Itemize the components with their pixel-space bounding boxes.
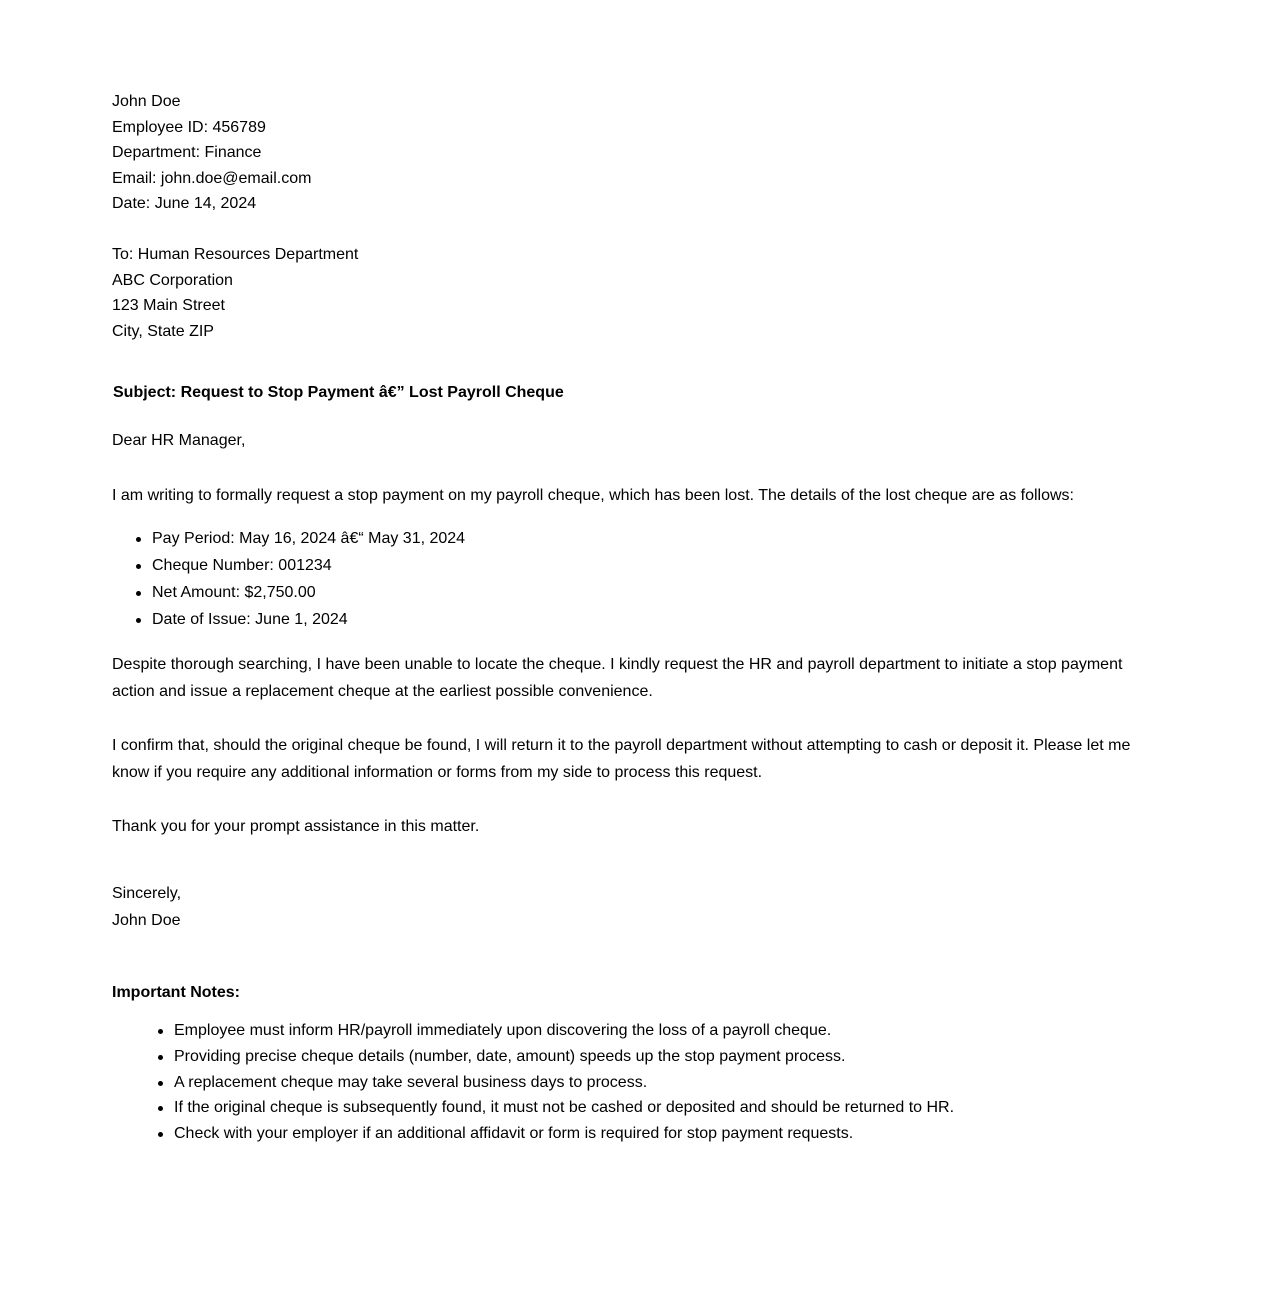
bullet-icon bbox=[158, 1106, 163, 1111]
thanks-paragraph: Thank you for your prompt assistance in this matter. bbox=[112, 818, 480, 835]
letter-date: Date: June 14, 2024 bbox=[112, 195, 257, 212]
recipient-to: To: Human Resources Department bbox=[112, 246, 359, 263]
list-item: Pay Period: May 16, 2024 â€“ May 31, 2024 bbox=[112, 529, 465, 556]
sender-email: Email: john.doe@email.com bbox=[112, 170, 312, 187]
search-paragraph: Despite thorough searching, I have been unable to locate the cheque. I kindly request the HR and payroll department to initiate a stop payment action and issue a replacement cheque at the earliest possible convenience. bbox=[112, 656, 1123, 700]
bullet-icon bbox=[158, 1081, 163, 1086]
confirm-paragraph: I confirm that, should the original cheque be found, I will return it to the payroll department without attempting to cash or deposit it. Please let me know if you require any additional information or forms from my side to process this request. bbox=[112, 737, 1131, 781]
list-item: Net Amount: $2,750.00 bbox=[112, 583, 465, 610]
sender-name: John Doe bbox=[112, 93, 181, 110]
recipient-city: City, State ZIP bbox=[112, 323, 214, 340]
bullet-icon bbox=[158, 1132, 163, 1137]
sender-employee-id: Employee ID: 456789 bbox=[112, 119, 266, 136]
important-notes-list bbox=[112, 1021, 954, 1150]
list-item: A replacement cheque may take several business days to process. bbox=[112, 1073, 954, 1099]
list-item: Date of Issue: June 1, 2024 bbox=[112, 610, 465, 637]
recipient-street: 123 Main Street bbox=[112, 297, 225, 314]
bullet-icon bbox=[158, 1029, 163, 1034]
sender-department: Department: Finance bbox=[112, 144, 262, 161]
subject-line: Subject: Request to Stop Payment â€” Lost Payroll Cheque bbox=[113, 384, 564, 401]
closing: Sincerely, bbox=[112, 885, 182, 902]
list-item: Check with your employer if an additional affidavit or form is required for stop payment requests. bbox=[112, 1124, 954, 1150]
bullet-icon bbox=[136, 591, 141, 596]
notes-heading: Important Notes: bbox=[112, 984, 240, 1001]
intro-paragraph: I am writing to formally request a stop payment on my payroll cheque, which has been lost. The details of the lost cheque are as follows: bbox=[112, 487, 1074, 504]
list-item: If the original cheque is subsequently found, it must not be cashed or deposited and should be returned to HR. bbox=[112, 1098, 954, 1124]
bullet-icon bbox=[136, 537, 141, 542]
bullet-icon bbox=[136, 618, 141, 623]
list-item: Providing precise cheque details (number, date, amount) speeds up the stop payment process. bbox=[112, 1047, 954, 1073]
cheque-details-list bbox=[112, 529, 465, 637]
bullet-icon bbox=[136, 564, 141, 569]
recipient-company: ABC Corporation bbox=[112, 272, 233, 289]
list-item: Cheque Number: 001234 bbox=[112, 556, 465, 583]
list-item: Employee must inform HR/payroll immediately upon discovering the loss of a payroll cheque. bbox=[112, 1021, 954, 1047]
salutation: Dear HR Manager, bbox=[112, 432, 246, 449]
bullet-icon bbox=[158, 1055, 163, 1060]
signature-name: John Doe bbox=[112, 912, 181, 929]
